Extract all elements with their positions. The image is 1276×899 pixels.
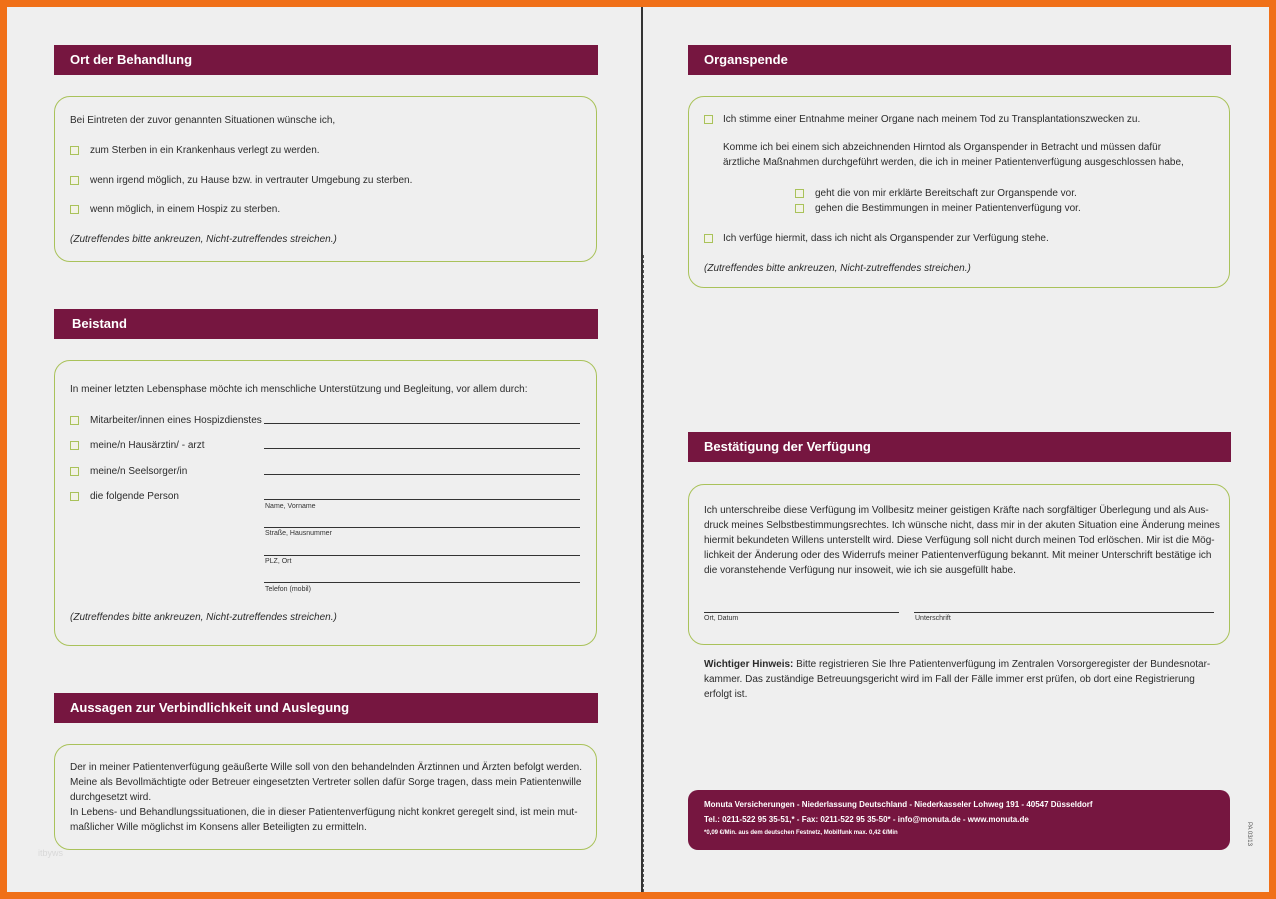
bestaetigung-text — [704, 503, 1220, 578]
beistand-note: (Zutreffendes bitte ankreuzen, Nicht-zutreffendes streichen.) — [70, 612, 337, 623]
beistand-name-line[interactable] — [264, 499, 580, 500]
ort-option-2: wenn irgend möglich, zu Hause bzw. in vertrauter Umgebung zu sterben. — [90, 175, 413, 186]
hinweis-line-3: erfolgt ist. — [704, 689, 748, 700]
beistand-option-3: meine/n Seelsorger/in — [90, 466, 188, 477]
section-header-organspende: Organspende — [688, 45, 1231, 75]
beistand-line-1[interactable] — [264, 423, 580, 424]
footer-contact[interactable]: Tel.: 0211-522 95 35-51,* - Fax: 0211-522 95 35-50* - info@monuta.de - www.monuta.de — [704, 815, 1029, 824]
field-label-phone: Telefon (mobil) — [265, 586, 311, 593]
footer-contact-box — [688, 790, 1230, 850]
page-divider-dashed — [643, 255, 644, 892]
organ-note: (Zutreffendes bitte ankreuzen, Nicht-zutreffendes streichen.) — [704, 263, 971, 274]
organ-sub-checkbox-1[interactable] — [795, 189, 804, 198]
organ-checkbox-1[interactable] — [704, 115, 713, 124]
beistand-option-2: meine/n Hausärztin/ - arzt — [90, 440, 205, 451]
beistand-checkbox-2[interactable] — [70, 441, 79, 450]
field-label-plz: PLZ, Ort — [265, 558, 292, 565]
bestaetigung-line-5: die voranstehende Verfügung nur insoweit, wie ich sie ausgefüllt habe. — [704, 565, 1016, 576]
aussagen-line-5: maßlicher Wille möglichst im Konsens aller Beteiligten zu ermitteln. — [70, 822, 367, 833]
beistand-plz-line[interactable] — [264, 555, 580, 556]
aussagen-line-3: durchgesetzt wird. — [70, 792, 152, 803]
beistand-option-4: die folgende Person — [90, 491, 179, 502]
ort-checkbox-1[interactable] — [70, 146, 79, 155]
ort-checkbox-2[interactable] — [70, 176, 79, 185]
section-header-aussagen: Aussagen zur Verbindlichkeit und Auslegung — [54, 693, 598, 723]
hinweis-line-1-text: Bitte registrieren Sie Ihre Patientenverfügung im Zentralen Vorsorgeregister der Bundesnotar- — [793, 659, 1211, 670]
organ-paragraph — [723, 140, 1184, 170]
beistand-intro: In meiner letzten Lebensphase möchte ich menschliche Unterstützung und Begleitung, vor allem durch: — [70, 384, 528, 395]
organ-option-2: Ich verfüge hiermit, dass ich nicht als Organspender zur Verfügung stehe. — [723, 233, 1049, 244]
section-header-bestaetigung: Bestätigung der Verfügung — [688, 432, 1231, 462]
hinweis-text — [704, 657, 1210, 702]
aussagen-text — [70, 760, 582, 835]
ort-intro: Bei Eintreten der zuvor genannten Situationen wünsche ich, — [70, 115, 336, 126]
beistand-line-2[interactable] — [264, 448, 580, 449]
organ-sub-option-2: gehen die Bestimmungen in meiner Patientenverfügung vor. — [815, 203, 1081, 214]
ort-checkbox-3[interactable] — [70, 205, 79, 214]
sign-date-line[interactable] — [704, 612, 899, 613]
beistand-option-1: Mitarbeiter/innen eines Hospizdienstes — [90, 415, 262, 426]
ort-option-1: zum Sterben in ein Krankenhaus verlegt zu werden. — [90, 145, 320, 156]
beistand-street-line[interactable] — [264, 527, 580, 528]
organ-sub-option-1: geht die von mir erklärte Bereitschaft zur Organspende vor. — [815, 188, 1077, 199]
hinweis-line-2: kammer. Das zuständige Betreuungsgericht wird im Fall der Fälle immer erst prüfen, ob dort eine Registrierung — [704, 674, 1195, 685]
ort-note: (Zutreffendes bitte ankreuzen, Nicht-zutreffendes streichen.) — [70, 234, 337, 245]
footer-address: Monuta Versicherungen - Niederlassung Deutschland - Niederkasseler Lohweg 191 - 40547 Düsseldorf — [704, 800, 1093, 809]
field-label-name: Name, Vorname — [265, 503, 316, 510]
bestaetigung-line-1: Ich unterschreibe diese Verfügung im Vollbesitz meiner geistigen Kräfte nach sorgfältiger Überlegung und als Aus- — [704, 505, 1209, 516]
beistand-phone-line[interactable] — [264, 582, 580, 583]
section-header-beistand: Beistand — [54, 309, 598, 339]
beistand-line-3[interactable] — [264, 474, 580, 475]
organ-checkbox-2[interactable] — [704, 234, 713, 243]
watermark: itbyws — [38, 848, 64, 858]
aussagen-line-2: Meine als Bevollmächtigte oder Betreuer eingesetzten Vertreter sollen dafür Sorge tragen, dass mein Patientenwille — [70, 777, 582, 788]
hinweis-label: Wichtiger Hinweis: — [704, 659, 794, 670]
sign-date-label: Ort, Datum — [704, 615, 739, 622]
signature-line[interactable] — [914, 612, 1214, 613]
organ-para-line-1: Komme ich bei einem sich abzeichnenden Hirntod als Organspender in Betracht und müssen dafür — [723, 142, 1162, 153]
side-code: PA 03/13 — [1246, 822, 1252, 846]
ort-option-3: wenn möglich, in einem Hospiz zu sterben. — [90, 204, 281, 215]
beistand-checkbox-3[interactable] — [70, 467, 79, 476]
organ-option-1: Ich stimme einer Entnahme meiner Organe nach meinem Tod zu Transplantationszwecken zu. — [723, 114, 1141, 125]
organ-sub-checkbox-2[interactable] — [795, 204, 804, 213]
field-label-street: Straße, Hausnummer — [265, 530, 332, 537]
signature-label: Unterschrift — [915, 615, 951, 622]
beistand-checkbox-4[interactable] — [70, 492, 79, 501]
aussagen-line-4: In Lebens- und Behandlungssituationen, die in dieser Patientenverfügung nicht konkret geregelt sind, ist mein mut- — [70, 807, 578, 818]
bestaetigung-line-2: druck meines Selbstbestimmungsrechtes. Ich wünsche nicht, dass mir in der akuten Situation eine Änderung meines — [704, 520, 1220, 531]
bestaetigung-line-4: lichkeit der Änderung oder des Widerrufs meiner Patientenverfügung bekannt. Mit meiner Unterschrift bestätige ich — [704, 550, 1212, 561]
hinweis-line-1 — [704, 657, 1210, 672]
section-header-ort: Ort der Behandlung — [54, 45, 598, 75]
organ-para-line-2: ärztliche Maßnahmen durchgeführt werden, die ich in meiner Patientenverfügung ausgeschlossen habe, — [723, 157, 1184, 168]
bestaetigung-line-3: hiermit bekundeten Willens unterstellt wird. Diese Verfügung soll nicht durch meinen Tod erlöschen. Mir ist die Mög- — [704, 535, 1215, 546]
footer-pricing-note: *0,09 €/Min. aus dem deutschen Festnetz, Mobilfunk max. 0,42 €/Min — [704, 830, 898, 836]
aussagen-line-1: Der in meiner Patientenverfügung geäußerte Wille soll von den behandelnden Ärztinnen und Ärzten befolgt werden. — [70, 762, 582, 773]
beistand-checkbox-1[interactable] — [70, 416, 79, 425]
